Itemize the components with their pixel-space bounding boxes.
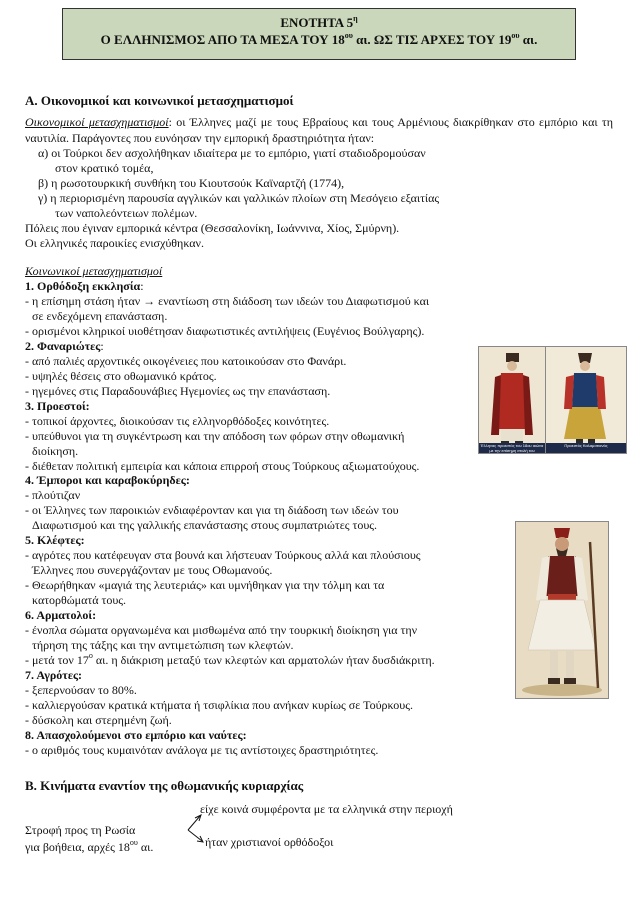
- armatoles-title: 6. Αρματολοί:: [25, 608, 97, 622]
- klephts-title: 5. Κλέφτες:: [25, 533, 85, 547]
- klephts-item-1-cont: Έλληνες που συνεργάζονταν με τους Οθωμανούς.: [32, 563, 273, 577]
- klephts-item-1: - αγρότες που κατέφευγαν στα βουνά και λήστευαν Τούρκους αλλά και πλούσιους: [25, 548, 421, 562]
- factor-b: β) η ρωσοτουρκική συνθήκη του Κιουτσούκ Καϊναρτζή (1774),: [38, 176, 345, 190]
- phanariots-item-1: - από παλιές αρχοντικές οικογένειες που κατοικούσαν στο Φανάρι.: [25, 354, 347, 368]
- church-item-1: - η επίσημη στάση ήταν → εναντίωση στη διάδοση των ιδεών του Διαφωτισμού και: [25, 294, 430, 308]
- econ-heading: Οικονομικοί μετασχηματισμοί: [25, 115, 169, 129]
- section-b-title: Β. Κινήματα εναντίον της οθωμανικής κυριαρχίας: [25, 778, 304, 793]
- klepht-portrait: [515, 521, 609, 699]
- notables-item-3: - διέθεταν πολιτική εμπειρία και κάποια επιρροή στους Τούρκους αξιωματούχους.: [25, 459, 420, 473]
- turn-to-russia-date: για βοήθεια, αρχές $18^{o\upsilon}$ αι.: [25, 838, 154, 854]
- church-item-2: - ορισμένοι κληρικοί υιοθέτησαν διαφωτιστικές αντιλήψεις (Ευγένιος Βούλγαρης).: [25, 324, 425, 338]
- merchants-item-2-cont: Διαφωτισμού και της γαλλικής επανάστασης στους συμπατριώτες τους.: [32, 518, 378, 532]
- workers-item-1: - ο αριθμός τους κυμαινόταν ανάλογα με τις αντίστοιχες δραστηριότητες.: [25, 743, 379, 757]
- farmers-title: 7. Αγρότες:: [25, 668, 82, 682]
- armatoles-item-1: - ένοπλα σώματα οργανωμένα και μισθωμένα από την τουρκική διοίκηση για την: [25, 623, 418, 637]
- branch-arrows: [170, 808, 210, 848]
- caption-left: Έλληνας προεστός του 18ου αιώνα με την επίσημη στολή του: [480, 443, 544, 453]
- klephts-item-2: - Θεωρήθηκαν «μαγιά της λευτεριάς» και υμνήθηκαν για την τόλμη και τα: [25, 578, 385, 592]
- church-title: 1. Ορθόδοξη εκκλησία:: [25, 279, 144, 293]
- armatoles-item-1-cont: τήρηση της τάξης και την αντιμετώπιση των κλεφτών.: [32, 638, 294, 652]
- unit-header: [62, 8, 576, 60]
- workers-title: 8. Απασχολούμενοι στο εμπόριο και ναύτες:: [25, 728, 247, 742]
- phanariots-item-3: - ηγεμόνες στις Παραδουνάβιες Ηγεμονίες ως την επανάσταση.: [25, 384, 331, 398]
- turn-to-russia: Στροφή προς τη Ρωσία: [25, 823, 136, 837]
- farmers-item-3: - δύσκολη και στερημένη ζωή.: [25, 713, 172, 727]
- factor-c-cont: των ναπολεόντειων πολέμων.: [55, 206, 198, 220]
- armatoles-item-2: - μετά τον $17^o$ αι. η διάκριση μεταξύ των κλεφτών και αρματολών ήταν δυσδιάκριτη.: [25, 651, 435, 667]
- unit-title: Ο ΕΛΛΗΝΙΣΜΟΣ ΑΠΟ ΤΑ ΜΕΣΑ ΤΟΥ $18^{o\upsilon}$ αι. ΩΣ ΤΙΣ ΑΡΧΕΣ ΤΟΥ $19^{o\upsilon}$ αι.: [100, 31, 538, 47]
- merchants-item-1: - πλούτιζαν: [25, 488, 81, 502]
- notable-figure-right-icon: [546, 347, 626, 453]
- phanariots-item-2: - υψηλές θέσεις στο οθωμανικό κράτος.: [25, 369, 217, 383]
- caption-right: Προεστός Καλαματιανός: [546, 443, 626, 453]
- econ-paragraph: Οικονομικοί μετασχηματισμοί: οι Έλληνες μαζί με τους Εβραίους και τους Αρμένιους διακρίθηκαν στο εμπόριο και τη ναυτιλία. Παράγοντες που ευνόησαν την εμπορική δραστηριότητα ήταν:: [25, 115, 613, 145]
- unit-label: ΕΝΟΤΗΤΑ $5^\eta$: [280, 14, 358, 30]
- arrow-down-line: [188, 830, 202, 841]
- colonies-line: Οι ελληνικές παροικίες ενισχύθηκαν.: [25, 236, 204, 250]
- social-heading: Κοινωνικοί μετασχηματισμοί: [25, 264, 163, 278]
- notable-portrait-right: [545, 346, 627, 454]
- notables-item-1: - τοπικοί άρχοντες, διοικούσαν τις ελληνορθόδοξες κοινότητες.: [25, 414, 330, 428]
- notables-item-2: - υπεύθυνοι για τη συγκέντρωση και την απόδοση των φόρων στην οθωμανική: [25, 429, 405, 443]
- phanariots-title: 2. Φαναριώτες:: [25, 339, 104, 353]
- branch-bottom-text: ήταν χριστιανοί ορθόδοξοι: [205, 835, 334, 849]
- factor-a-cont: στον κρατικό τομέα,: [55, 161, 154, 175]
- section-a-title: Α. Οικονομικοί και κοινωνικοί μετασχηματισμοί: [25, 93, 294, 108]
- klepht-figure-icon: [516, 522, 608, 698]
- arrow-up-line: [188, 816, 200, 830]
- notable-figure-left-icon: [479, 347, 545, 453]
- merchants-title: 4. Έμποροι και καραβοκύρηδες:: [25, 473, 190, 487]
- church-item-1-cont: σε ενδεχόμενη επανάσταση.: [32, 309, 168, 323]
- klephts-item-2-cont: κατορθώματά τους.: [32, 593, 127, 607]
- notables-item-2-cont: διοίκηση.: [32, 444, 79, 458]
- branch-top-text: είχε κοινά συμφέροντα με τα ελληνικά στην περιοχή: [200, 802, 453, 816]
- factor-a: α) οι Τούρκοι δεν ασχολήθηκαν ιδιαίτερα με το εμπόριο, γιατί σταδιοδρομούσαν: [38, 146, 426, 160]
- merchants-item-2: - οι Έλληνες των παροικιών ενδιαφέρονταν και για τη διάδοση των ιδεών του: [25, 503, 399, 517]
- farmers-item-1: - ξεπερνούσαν το 80%.: [25, 683, 137, 697]
- trade-cities: Πόλεις που έγιναν εμπορικά κέντρα (Θεσσαλονίκη, Ιωάννινα, Χίος, Σμύρνη).: [25, 221, 400, 235]
- factor-c: γ) η περιορισμένη παρουσία αγγλικών και γαλλικών πλοίων στη Μεσόγειο εξαιτίας: [38, 191, 440, 205]
- notable-portrait-left: [478, 346, 546, 454]
- notables-title: 3. Προεστοί:: [25, 399, 90, 413]
- farmers-item-2: - καλλιεργούσαν κρατικά κτήματα ή τσιφλίκια που ανήκαν κυρίως σε Τούρκους.: [25, 698, 414, 712]
